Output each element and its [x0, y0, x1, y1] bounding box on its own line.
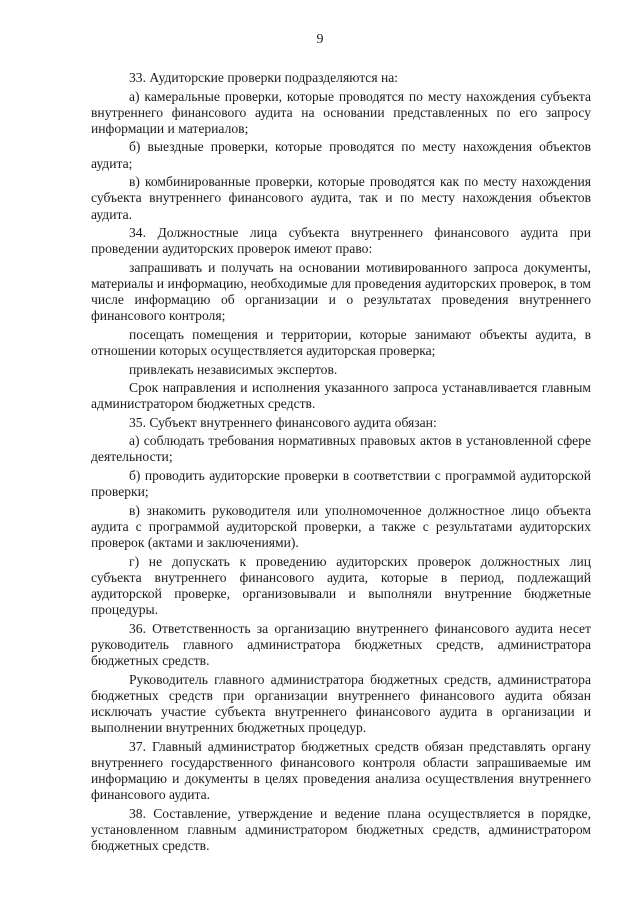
- paragraph-33: 33. Аудиторские проверки подразделяются на:: [129, 70, 399, 85]
- paragraph-36: 36. Ответственность за организацию внутреннего финансового аудита несет руководитель главного администратора бюджетных средств, администратора бюджетных средств.: [91, 620, 591, 669]
- paragraph-34-request: запрашивать и получать на основании мотивированного запроса документы, материалы и информацию, необходимые для проведения аудиторских проверок, в том числе информацию об организации и о результатах проведения внутреннего финансового контроля;: [91, 259, 591, 324]
- paragraph-33-c: в) комбинированные проверки, которые проводятся как по месту нахождения субъекта внутреннего финансового аудита, так и по месту нахождения объектов аудита.: [91, 174, 591, 222]
- document-body: [91, 70, 591, 857]
- paragraph-33-a: а) камеральные проверки, которые проводятся по месту нахождения субъекта внутреннего финансового аудита на основании представленных по его запросу информации и материалов;: [91, 88, 591, 136]
- paragraph-33-b: б) выездные проверки, которые проводятся по месту нахождения объектов аудита;: [91, 139, 591, 171]
- paragraph-35-d: г) не допускать к проведению аудиторских проверок должностных лиц субъекта внутреннего финансового аудита, которые в период, подлежащий аудиторской проверке, организовывали и выполняли внутренние бюджетные процедуры.: [91, 553, 591, 618]
- paragraph-35-a: а) соблюдать требования нормативных правовых актов в установленной сфере деятельности;: [91, 433, 591, 465]
- paragraph-34-visit: посещать помещения и территории, которые занимают объекты аудита, в отношении которых осуществляется аудиторская проверка;: [91, 326, 591, 359]
- paragraph-34-deadline: Срок направления и исполнения указанного запроса устанавливается главным администратором бюджетных средств.: [91, 380, 591, 412]
- paragraph-35-b: б) проводить аудиторские проверки в соответствии с программой аудиторской проверки;: [91, 467, 591, 500]
- paragraph-37: 37. Главный администратор бюджетных средств обязан представлять органу внутреннего государственного финансового контроля области запрашиваемые им информацию и документы в целях проведения анализа осуществления внутреннего финансового аудита.: [91, 738, 591, 803]
- paragraph-38: 38. Составление, утверждение и ведение плана осуществляется в порядке, установленном главным администратором бюджетных средств, администратором бюджетных средств.: [91, 805, 591, 854]
- paragraph-35-c: в) знакомить руководителя или уполномоченное должностное лицо объекта аудита с программой аудиторской проверки, а также с результатами аудиторских проверок (актами и заключениями).: [91, 502, 591, 551]
- page-number: 9: [316, 32, 324, 47]
- paragraph-34-experts: привлекать независимых экспертов.: [129, 361, 338, 377]
- paragraph-35: 35. Субъект внутреннего финансового аудита обязан:: [129, 414, 437, 430]
- paragraph-34: 34. Должностные лица субъекта внутреннего финансового аудита при проведении аудиторских проверок имеют право:: [91, 225, 591, 257]
- paragraph-36-head: Руководитель главного администратора бюджетных средств, администратора бюджетных средств при организации внутреннего финансового аудита обязан исключать участие субъекта внутреннего финансового аудита в организации и выполнении внутренних бюджетных процедур.: [91, 671, 591, 736]
